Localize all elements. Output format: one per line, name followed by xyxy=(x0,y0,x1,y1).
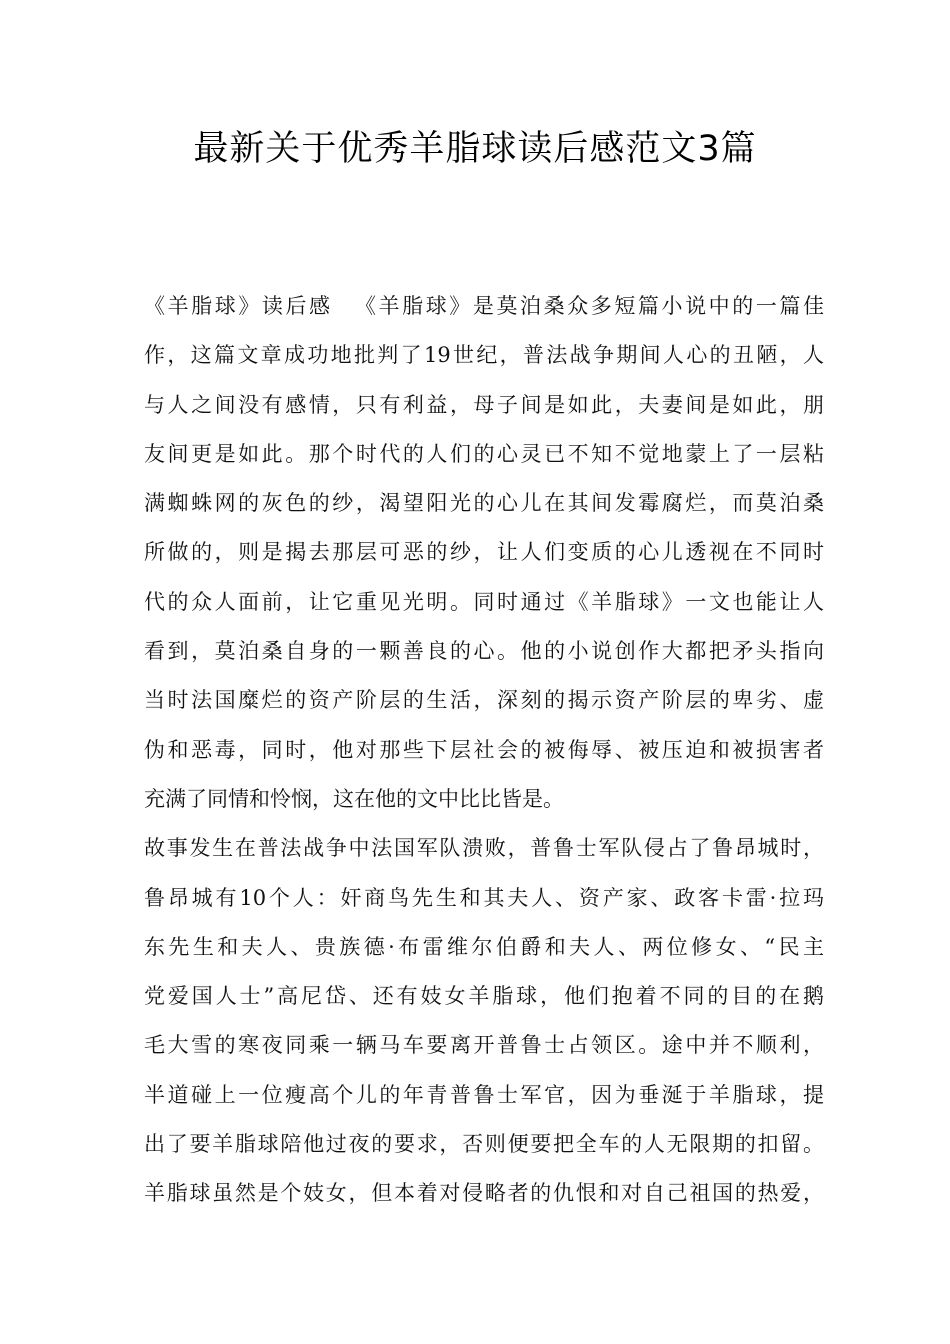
paragraph-line: 看到，莫泊桑自身的一颗善良的心。他的小说创作大都把矛头指向 xyxy=(144,639,824,664)
paragraph-line: 代的众人面前，让它重见光明。同时通过《羊脂球》一文也能让人 xyxy=(144,589,824,614)
paragraph-line: 鲁昂城有10个人：奸商鸟先生和其夫人、资产家、政客卡雷·拉玛 xyxy=(144,885,824,910)
paragraph-line: 与人之间没有感情，只有利益，母子间是如此，夫妻间是如此，朋 xyxy=(144,392,824,417)
paragraph-line: 伪和恶毒，同时，他对那些下层社会的被侮辱、被压迫和被损害者 xyxy=(144,737,824,762)
paragraph-line: 羊脂球虽然是个妓女，但本着对侵略者的仇恨和对自己祖国的热爱， xyxy=(144,1181,824,1206)
paragraph-line: 充满了同情和怜悯，这在他的文中比比皆是。 xyxy=(144,786,564,811)
paragraph-line: 《羊脂球》读后感 《羊脂球》是莫泊桑众多短篇小说中的一篇佳 xyxy=(144,294,824,318)
document-title: 最新关于优秀羊脂球读后感范文3篇 xyxy=(193,129,757,169)
paragraph-line: 毛大雪的寒夜同乘一辆马车要离开普鲁士占领区。途中并不顺利， xyxy=(144,1033,824,1058)
paragraph-line: 满蜘蛛网的灰色的纱，渴望阳光的心儿在其间发霉腐烂，而莫泊桑 xyxy=(144,491,824,516)
paragraph-line: 故事发生在普法战争中法国军队溃败，普鲁士军队侵占了鲁昂城时， xyxy=(144,836,824,861)
paragraph-line: 出了要羊脂球陪他过夜的要求，否则便要把全车的人无限期的扣留。 xyxy=(144,1132,824,1157)
document-body xyxy=(144,282,824,1219)
paragraph-line: 所做的，则是揭去那层可恶的纱，让人们变质的心儿透视在不同时 xyxy=(144,540,824,565)
paragraph-line: 友间更是如此。那个时代的人们的心灵已不知不觉地蒙上了一层粘 xyxy=(144,441,824,466)
paragraph-line: 东先生和夫人、贵族德·布雷维尔伯爵和夫人、两位修女、“民主 xyxy=(144,934,824,959)
paragraph-line: 党爱国人士”高尼岱、还有妓女羊脂球，他们抱着不同的目的在鹅 xyxy=(144,984,824,1009)
paragraph-line: 当时法国糜烂的资产阶层的生活，深刻的揭示资产阶层的卑劣、虚 xyxy=(144,688,824,713)
paragraph-line: 半道碰上一位瘦高个儿的年青普鲁士军官，因为垂涎于羊脂球，提 xyxy=(144,1082,824,1107)
paragraph-line: 作，这篇文章成功地批判了19世纪，普法战争期间人心的丑陋，人 xyxy=(144,343,824,368)
